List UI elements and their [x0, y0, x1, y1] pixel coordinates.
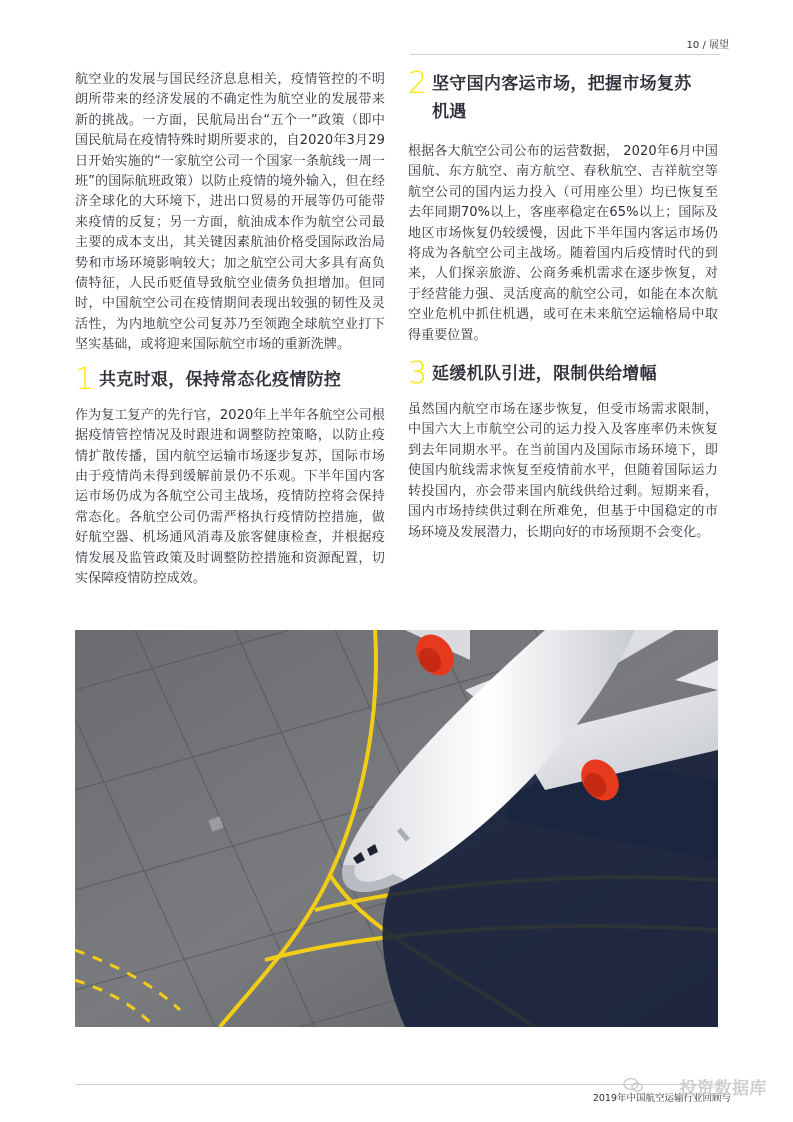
section-3-number: 3 [408, 356, 428, 392]
footer-report-title: 2019年中国航空运输行业回顾与 [592, 1093, 731, 1104]
chat-bubble-icon [623, 1078, 643, 1092]
section-2-title [432, 70, 692, 126]
header-divider [410, 54, 720, 55]
intro-paragraph: 航空业的发展与国民经济息息相关，疫情管控的不明朗所带来的经济发展的不确定性为航空业的发展带来新的挑战。一方面，民航局出台“五个一”政策（即中国民航局在疫情特殊时期所要求的，自2020年3月29日开始实施的“一家航空公司一个国家一条航线一周一班”的国际航班政策）以防止疫情的境外输入，但在经济全球化的大环境下，进出口贸易的开展等仍可能带来疫情的反复；另一方面，航油成本作为航空公司最主要的成本支出，其关键因素航油价格受国际政治局势和市场环境影响较大；加之航空公司大多具有高负债特征，人民币贬值导致航空业债务负担增加。但同时，中国航空公司在疫情期间表现出较强的韧性及灵活性，为内地航空公司复苏乃至领跑全球航空业打下坚实基础，或将迎来国际航空市场的重新洗牌。 [75, 72, 385, 353]
section-2-body: 根据各大航空公司公布的运营数据， 2020年6月中国国航、东方航空、南方航空、春秋航空、吉祥航空等航空公司的国内运力投入（可用座公里）均已恢复至去年同期70%以上，客座率稳定在65%以上；国际及地区市场恢复仍较缓慢，因此下半年国内客运市场仍将成为各航空公司主战场。随着国内后疫情时代的到来，人们探亲旅游、公商务乘机需求在逐步恢复，对于经营能力强、灵活度高的航空公司，如能在本次航空业危机中抓住机遇，或可在未来航空运输格局中取得重要位置。 [408, 144, 718, 343]
footer-divider [75, 1084, 718, 1085]
airplane-photo [75, 630, 718, 1027]
page-header-label: 10 / 展望 [686, 40, 729, 51]
right-column [408, 66, 718, 543]
left-column [75, 70, 385, 589]
section-1-body: 作为复工复产的先行官，2020年上半年各航空公司根据疫情管控情况及时跟进和调整防控策略，以防止疫情扩散传播，国内航空运输市场逐步复苏，国际市场由于疫情尚未得到缓解前景仍不乐观。下半年国内客运市场仍成为各航空公司主战场，疫情防控将会保持常态化。各航空公司仍需严格执行疫情防控措施，做好航空器、机场通风消毒及旅客健康检查，并根据疫情发展及监管政策及时调整防控措施和资源配置，切实保障疫情防控成效。 [75, 407, 385, 586]
section-1-number: 1 [75, 361, 95, 397]
section-2-number: 2 [408, 66, 428, 101]
section-2-title-line2: 机遇 [432, 102, 467, 122]
section-2-title-line1: 坚守国内客运市场，把握市场复苏 [432, 74, 692, 94]
section-2-heading [408, 66, 718, 126]
section-3-title: 延缓机队引进，限制供给增幅 [432, 364, 657, 385]
section-3-heading [408, 356, 718, 392]
watermark-text: 投资数据库 [679, 1079, 767, 1099]
section-3-body: 虽然国内航空市场在逐步恢复，但受市场需求限制，中国六大上市航空公司的运力投入及客座率仍未恢复到去年同期水平。在当前国内及国际市场环境下，即使国内航线需求恢复至疫情前水平，但随着国际运力转投国内，亦会带来国内航线供给过剩。短期来看，国内市场持续供过剩在所难免，但基于中国稳定的市场环境及发展潜力，长期向好的市场预期不会变化。 [408, 402, 718, 540]
section-1-title: 共克时艰，保持常态化疫情防控 [99, 369, 342, 390]
section-1-heading [75, 361, 385, 397]
